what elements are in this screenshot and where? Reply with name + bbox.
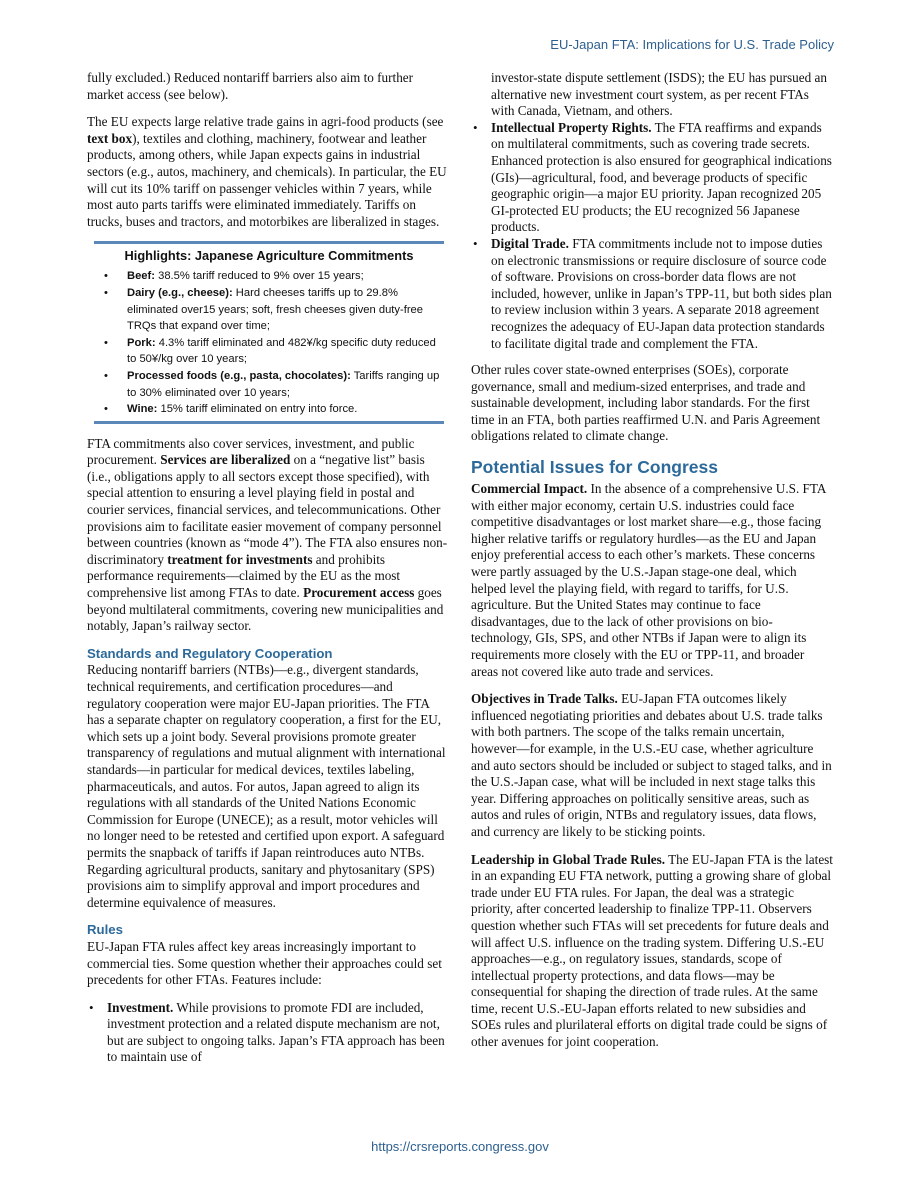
bold-run: Procurement access — [303, 585, 415, 601]
text-run: goes beyond multilateral commitments, covering new municipalities and notably, Japan’s railway sector. — [87, 585, 444, 634]
box-item-pork — [94, 335, 444, 368]
box-item-label: Beef: — [127, 270, 155, 283]
text-box-ref: text box — [87, 130, 133, 146]
box-list — [94, 268, 444, 417]
bullet-investment — [87, 1000, 449, 1066]
right-column — [471, 70, 833, 1062]
bullet-icon: • — [104, 403, 108, 416]
bullet-icon: • — [473, 119, 478, 135]
lead-text: In the absence of a comprehensive U.S. FTA with either major economy, certain U.S. industries could face competitive disadvantages or lost market share—e.g., those facing higher relative tariffs or regulatory hurdles—as the EU and Japan enjoy preferential access to each other’s markets. These concerns were partly assuaged by the U.S.-Japan stage-one deal, which helped level the playing field, with regard to tariffs, for U.S. agriculture. But the United States may continue to face disadvantages, due to the lack of other provisions on bio-technology, GIs, SPS, and other NTBs if Japan were to align its requirements more closely with the EU or TPP-11, and broader areas not covered like auto trade and services. — [471, 481, 826, 679]
bullet-text: While provisions to promote FDI are included, investment protection and a related dispute mechanism are not, but are subject to ongoing talks. Japan’s FTA approach has been to maintain use of — [107, 999, 445, 1065]
lead-text: The EU-Japan FTA is the latest in an expanding EU FTA network, putting a growing share of global trade under EU FTA rules. For Japan, the deal was a strategic priority, after concerted leadership to finalize TPP-11. Observers question whether such FTAs will set precedents for future deals and will affect U.S. influence on the trading system. Differing U.S.-EU approaches—e.g., on regulatory issues, standards, scope of intellectual property protections, and data flows—may be consequential for shaping the direction of trade rules. At the same time, recent U.S.-EU-Japan efforts related to new subsidies and SOEs rules and plurilateral efforts on digital trade could be signs of other avenues for joint cooperation. — [471, 851, 833, 1050]
paragraph-objectives — [471, 691, 833, 840]
box-item-text: 38.5% tariff reduced to 9% over 15 years; — [154, 270, 364, 283]
text-run: and prohibits performance requirements—claimed by the EU as the most comprehensive list among FTAs to date. — [87, 551, 401, 601]
text-run: on a “negative list” basis (i.e., obligations apply to all sectors except those specified), with special attention to ensuring a level playing field in postal and courier services, financial services, and telecommunications. Other provisions aim to facilitate easier movement of company personnel between countries (known as “mode 4”). The FTA also ensures non-discriminatory — [87, 452, 448, 567]
bullet-label: Intellectual Property Rights. — [491, 119, 652, 135]
box-item-dairy — [94, 285, 444, 335]
paragraph-expected-gains — [87, 114, 449, 230]
bullet-icon: • — [104, 336, 108, 349]
lead-label: Leadership in Global Trade Rules. — [471, 851, 666, 867]
bold-run: Services are liberalized — [160, 452, 291, 468]
rules-heading: Rules — [87, 922, 123, 938]
bullet-label: Investment. — [107, 999, 174, 1015]
lead-label: Objectives in Trade Talks. — [471, 691, 618, 707]
agriculture-highlights-box — [94, 241, 444, 423]
investment-continued: investor-state dispute settlement (ISDS); the EU has pursued an alternative new investment court system, as per recent FTAs with Canada, Vietnam, and others. — [491, 70, 827, 119]
text-run: ), textiles and clothing, machinery, footwear and leather products, among others, while Japan expects gains in industrial sectors (e.g., autos, machinery, and chemicals). In particular, the EU will cut its 10% tariff on passenger vehicles within 7 years, while most auto parts tariffs were eliminated immediately. Tariffs on trucks, buses and tractors, and motorbikes are liberalized in stages. — [87, 130, 447, 229]
lead-text: EU-Japan FTA outcomes likely influenced negotiating priorities and debates about U.S. trade talks with both partners. The scope of the talks remain uncertain, however—for example, in the U.S.-EU case, whether agriculture and auto sectors should be included or subject to staged talks, and in the U.S.-Japan case, what will be included in next stage talks this year. Differing approaches on politically sensitive areas, such as autos and rules of origin, NTBs and regulatory issues, data flows, and currency are likely to be sticking points. — [471, 691, 832, 839]
lead-label: Commercial Impact. — [471, 481, 588, 497]
issues-heading: Potential Issues for Congress — [471, 457, 719, 478]
paragraph-rules: EU-Japan FTA rules affect key areas increasingly important to commercial ties. Some question whether their approaches could set precedents for other FTAs. Features include: — [87, 938, 442, 988]
bullet-digital-trade — [471, 236, 833, 352]
rules-list-continued — [471, 120, 833, 352]
box-item-label: Wine: — [127, 403, 158, 416]
bullet-text: FTA commitments include not to impose duties on electronic transmissions or require disclosure of source code of software. Provisions on cross-border data flows are not included, however, unlike in Japan’s TPP-11, but both sides plan to review inclusion within 3 years. A separate 2018 agreement recognizes the adequacy of EU-Japan data protection standards to facilitate digital trade and complement the FTA. — [491, 235, 832, 351]
bullet-icon: • — [104, 286, 108, 299]
paragraph-leadership — [471, 852, 833, 1051]
bullet-icon: • — [104, 270, 108, 283]
bullet-ipr — [471, 120, 833, 236]
box-item-text: 15% tariff eliminated on entry into force. — [157, 403, 358, 416]
running-title: EU-Japan FTA: Implications for U.S. Trade Policy — [550, 37, 834, 52]
paragraph-services-investment — [87, 436, 449, 635]
bullet-icon: • — [473, 235, 478, 251]
box-item-label: Pork: — [127, 336, 156, 349]
text-run: FTA commitments also cover services, investment, and public procurement. — [87, 435, 415, 468]
paragraph-tariff-exclusions: fully excluded.) Reduced nontariff barriers also aim to further market access (see below). — [87, 70, 414, 102]
standards-heading: Standards and Regulatory Cooperation — [87, 645, 333, 661]
paragraph-other-rules: Other rules cover state-owned enterprises (SOEs), corporate governance, small and medium-sized enterprises, and trade and sustainable development, including labor standards. For the first time in an FTA, both parties reaffirmed U.N. and Paris Agreement obligations related to climate change. — [471, 362, 821, 444]
box-item-processed-foods — [94, 368, 444, 401]
box-item-label: Dairy (e.g., cheese): — [127, 286, 233, 299]
paragraph-standards: Reducing nontariff barriers (NTBs)—e.g., divergent standards, technical requirements, and certification procedures—and regulatory cooperation were major EU-Japan priorities. The FTA has a separate chapter on regulatory cooperation, a first for the EU, which sets up a joint body. Several provisions promote greater transparency of regulations and mutual alignment with international standards—in particular for medical devices, textiles labeling, pharmaceuticals, and autos. For autos, Japan agreed to align its regulations with all standards of the United Nations Economic Commission for Europe (UNECE); as a result, motor vehicles will no longer need to be retested and certified upon export. A safeguard permits the snapback of tariffs if Japan reintroduces auto NTBs. Regarding agricultural products, sanitary and phytosanitary (SPS) provisions aim to simplify approval and import procedures and determine equivalence of measures. — [87, 662, 446, 910]
box-item-beef — [94, 268, 444, 285]
paragraph-commercial-impact — [471, 481, 833, 680]
rules-list — [87, 1000, 449, 1066]
bullet-icon: • — [89, 999, 94, 1015]
box-item-text: 4.3% tariff eliminated and 482¥/kg specific duty reduced to 50¥/kg over 10 years; — [127, 336, 436, 366]
bullet-label: Digital Trade. — [491, 235, 569, 251]
box-item-text: Hard cheeses tariffs up to 29.8% eliminated over15 years; soft, fresh cheeses given duty-free TRQs that expand over time; — [127, 286, 423, 333]
left-column — [87, 70, 449, 1077]
box-item-wine — [94, 401, 444, 418]
bullet-icon: • — [104, 369, 108, 382]
text-run: The EU expects large relative trade gains in agri-food products (see — [87, 114, 444, 130]
box-title: Highlights: Japanese Agriculture Commitments — [124, 248, 414, 264]
bold-run: treatment for investments — [167, 551, 313, 567]
box-item-label: Processed foods (e.g., pasta, chocolates): — [127, 369, 351, 382]
footer-url[interactable]: https://crsreports.congress.gov — [371, 1139, 549, 1154]
bullet-text: The FTA reaffirms and expands on multilateral commitments, such as covering trade secrets. Enhanced protection is also ensured for geographical indications (GIs)—agricultural, food, and beverage products of specific geographic origin—a major EU priority. Japan recognized 205 GI-protected EU products; the EU recognized 56 Japanese products. — [491, 119, 832, 235]
box-item-text: Tariffs ranging up to 30% eliminated over 10 years; — [127, 369, 440, 399]
